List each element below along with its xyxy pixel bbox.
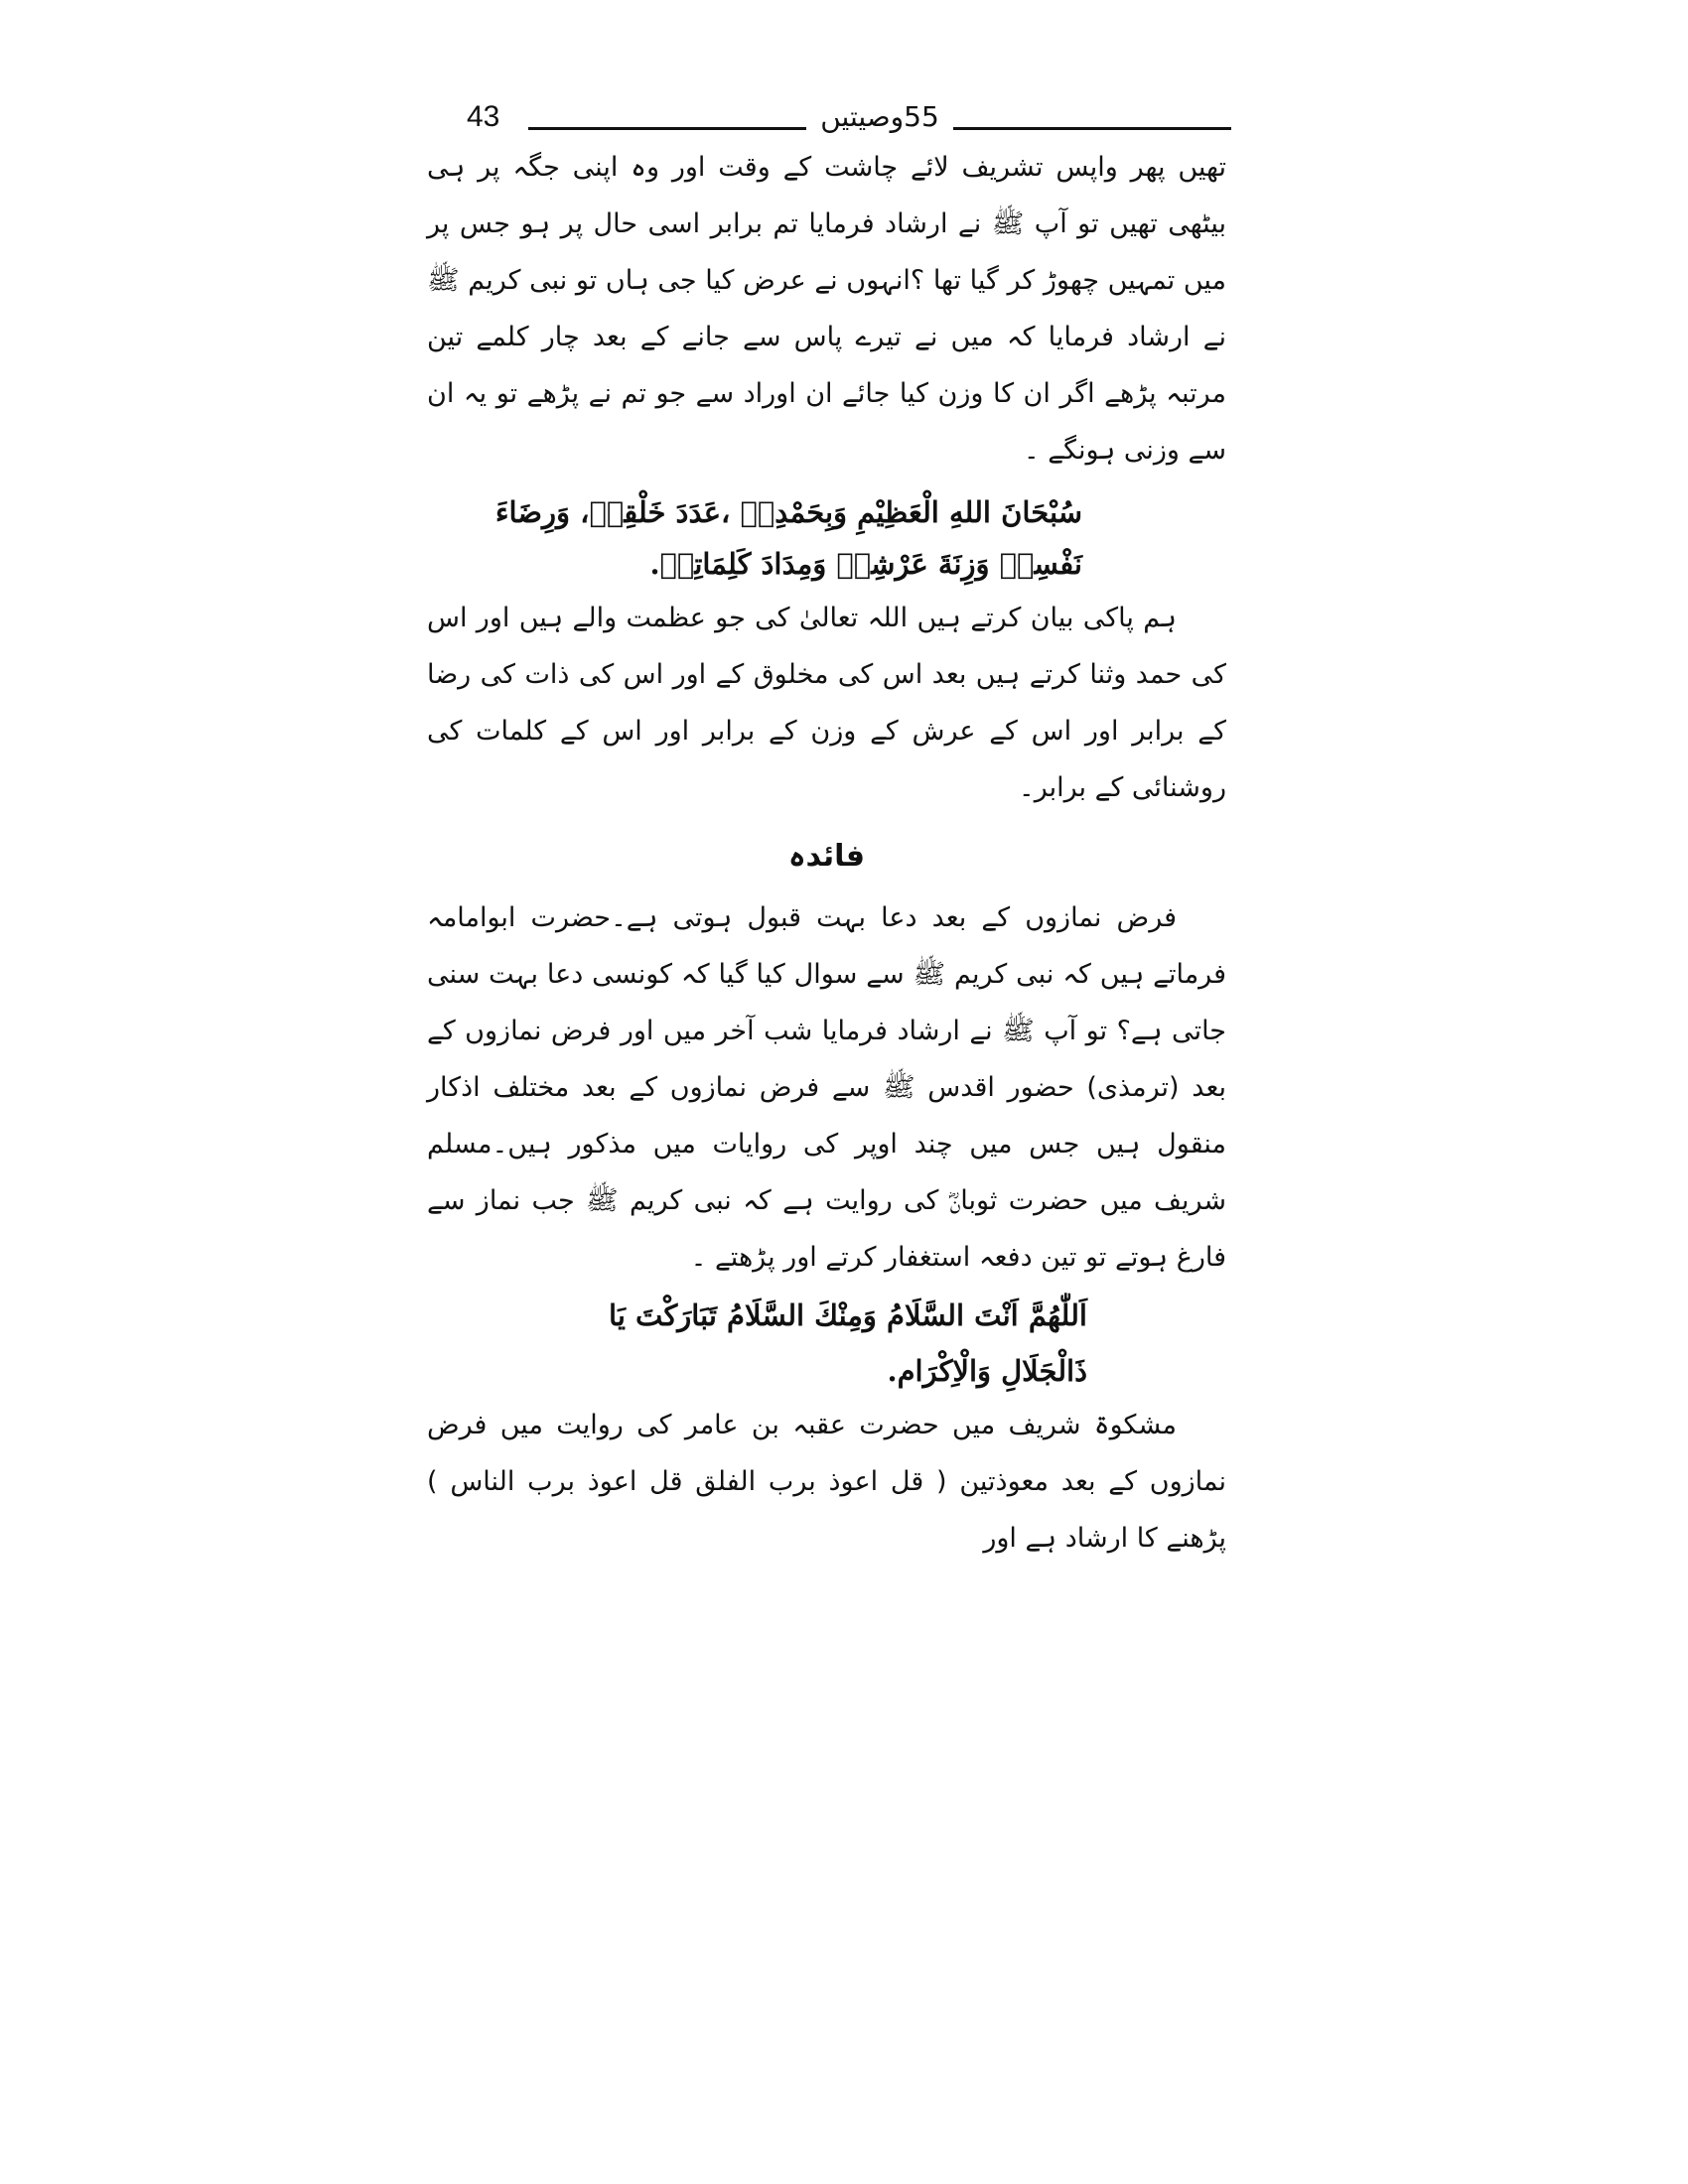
paragraph-3: فرض نمازوں کے بعد دعا بہت قبول ہوتی ہے۔حضرت ابوامامہ فرماتے ہیں کہ نبی کریم ﷺ سے سوال کیا گیا کہ کونسی دعا بہت سنی جاتی ہے؟ تو آپ ﷺ نے ارشاد فرمایا شب آخر میں اور فرض نمازوں کے بعد (ترمذی) حضور اقدس ﷺ سے فرض نمازوں کے بعد مختلف اذکار منقول ہیں جس میں چند اوپر کی روایات میں مذکور ہیں۔مسلم شریف میں حضرت ثوبانؓ کی روایت ہے کہ نبی کریم ﷺ جب نماز سے فارغ ہوتے تو تین دفعہ استغفار کرتے اور پڑھتے ۔ (427, 902, 1226, 1273)
header-rule-right (953, 127, 1231, 130)
arabic-dua-1-line-1: سُبْحَانَ اللهِ الْعَظِيْمِ وَبِحَمْدِهٖ ،عَدَدَ خَلْقِهٖ، وَرِضَاءَ (494, 495, 1082, 529)
arabic-dua-2-line-2: ذَالْجَلَالِ وَالْاِكْرَام. (887, 1354, 1087, 1388)
paragraph-1: تھیں پھر واپس تشریف لائے چاشت کے وقت اور وہ اپنی جگہ پر ہی بیٹھی تھیں تو آپ ﷺ نے ارشاد فرمایا تم برابر اسی حال پر ہو جس پر میں تمہیں چھوڑ کر گیا تھا ؟انہوں نے عرض کیا جی ہاں تو نبی کریم ﷺ نے ارشاد فرمایا کہ میں نے تیرے پاس سے جانے کے بعد چار کلمے تین مرتبہ پڑھے اگر ان کا وزن کیا جائے ان اوراد سے جو تم نے پڑھے تو یہ ان سے وزنی ہونگے ۔ (427, 152, 1226, 466)
header-rule-left (528, 127, 806, 130)
page-number: 43 (467, 100, 500, 133)
book-title: 55وصیتیں (820, 100, 939, 133)
section-heading: فائدہ (787, 839, 866, 874)
page-header (467, 94, 1231, 134)
arabic-dua-2-line-1: اَللّٰهُمَّ اَنْتَ السَّلَامُ وَمِنْكَ السَّلَامُ تَبَارَكْتَ يَا (609, 1298, 1087, 1332)
paragraph-2: ہم پاکی بیان کرتے ہیں اللہ تعالیٰ کی جو عظمت والے ہیں اور اس کی حمد وثنا کرتے ہیں بعد اس کی مخلوق کے اور اس کی ذات کی رضا کے برابر اور اس کے عرش کے وزن کے برابر اور اس کے کلمات کی روشنائی کے برابر۔ (427, 603, 1226, 803)
page-body (427, 139, 1226, 1567)
paragraph-4: مشکوۃ شریف میں حضرت عقبہ بن عامر کی روایت میں فرض نمازوں کے بعد معوذتین ( قل اعوذ برب الفلق قل اعوذ برب الناس ) پڑھنے کا ارشاد ہے اور (427, 1410, 1226, 1554)
arabic-dua-1-line-2: نَفْسِهٖ وَزِنَةَ عَرْشِهٖ وَمِدَادَ كَلِمَاتِهٖ. (649, 547, 1082, 581)
